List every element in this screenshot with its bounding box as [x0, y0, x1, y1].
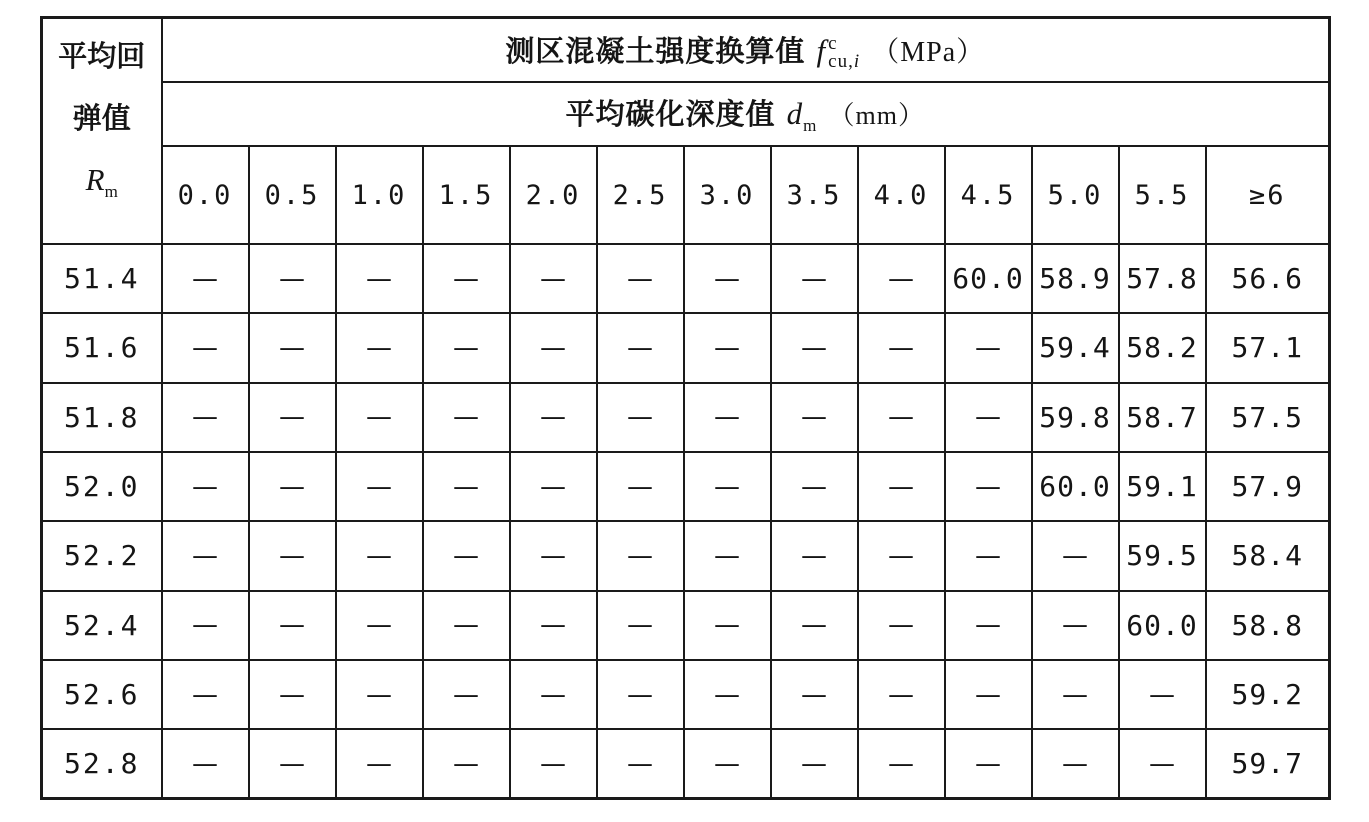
strength-value-cell: 59.1 — [1119, 452, 1206, 521]
column-header: 5.5 — [1119, 146, 1206, 244]
strength-value-cell: — — [684, 591, 771, 660]
subtitle-symbol — [786, 95, 818, 136]
subtitle-symbol-letter: d — [786, 95, 804, 131]
strength-value-cell: — — [771, 591, 858, 660]
subtitle-text: 平均碳化深度值 — [565, 96, 776, 131]
strength-value-cell: 57.9 — [1206, 452, 1330, 521]
strength-value-cell: — — [684, 729, 771, 798]
strength-value-cell: — — [249, 660, 336, 729]
strength-value-cell: — — [1032, 660, 1119, 729]
column-header: 0.0 — [162, 146, 249, 244]
table-subtitle — [162, 82, 1330, 146]
strength-value-cell: — — [684, 660, 771, 729]
strength-value-cell: — — [858, 591, 945, 660]
strength-value-cell: — — [1032, 591, 1119, 660]
strength-conversion-table — [40, 16, 1331, 800]
corner-label-line-2: 弹值 — [72, 101, 131, 135]
corner-symbol — [85, 162, 118, 202]
subtitle-unit: （mm） — [828, 100, 925, 130]
strength-value-cell: — — [858, 313, 945, 382]
strength-value-cell: — — [162, 244, 249, 313]
strength-value-cell: — — [336, 660, 423, 729]
strength-value-cell: — — [249, 383, 336, 452]
strength-value-cell: — — [423, 383, 510, 452]
rebound-value-cell: 51.4 — [42, 244, 162, 313]
strength-value-cell: 56.6 — [1206, 244, 1330, 313]
strength-value-cell: — — [510, 383, 597, 452]
strength-value-cell: — — [336, 383, 423, 452]
table-row — [42, 660, 1330, 729]
strength-value-cell: — — [423, 244, 510, 313]
strength-value-cell: — — [336, 591, 423, 660]
rebound-value-cell: 52.0 — [42, 452, 162, 521]
strength-value-cell: — — [510, 313, 597, 382]
corner-label-line-1: 平均回 — [58, 39, 146, 73]
strength-value-cell: — — [945, 660, 1032, 729]
strength-value-cell: — — [423, 313, 510, 382]
column-header: ≥6 — [1206, 146, 1330, 244]
strength-value-cell: — — [249, 729, 336, 798]
table-row — [42, 244, 1330, 313]
strength-value-cell: — — [945, 313, 1032, 382]
strength-value-cell: — — [423, 452, 510, 521]
title-symbol-letter: f — [816, 32, 827, 68]
strength-value-cell: — — [684, 313, 771, 382]
strength-value-cell: — — [423, 591, 510, 660]
strength-value-cell: — — [597, 591, 684, 660]
column-header: 5.0 — [1032, 146, 1119, 244]
strength-value-cell: — — [945, 521, 1032, 590]
corner-symbol-letter: R — [85, 162, 105, 197]
table-body — [42, 244, 1330, 799]
column-header: 3.0 — [684, 146, 771, 244]
strength-value-cell: — — [249, 521, 336, 590]
strength-value-cell: 58.2 — [1119, 313, 1206, 382]
strength-value-cell: 57.8 — [1119, 244, 1206, 313]
rebound-value-cell: 52.4 — [42, 591, 162, 660]
strength-value-cell: — — [1119, 729, 1206, 798]
table-row — [42, 452, 1330, 521]
strength-value-cell: 58.8 — [1206, 591, 1330, 660]
strength-value-cell: — — [510, 244, 597, 313]
strength-value-cell: — — [162, 521, 249, 590]
strength-value-cell: — — [597, 521, 684, 590]
strength-value-cell: — — [771, 660, 858, 729]
strength-value-cell: — — [162, 383, 249, 452]
strength-value-cell: — — [162, 729, 249, 798]
strength-value-cell: 58.9 — [1032, 244, 1119, 313]
strength-value-cell: — — [336, 244, 423, 313]
strength-value-cell: — — [597, 244, 684, 313]
strength-value-cell: — — [771, 452, 858, 521]
column-header: 2.5 — [597, 146, 684, 244]
strength-value-cell: — — [771, 729, 858, 798]
strength-value-cell: — — [684, 452, 771, 521]
strength-value-cell: — — [1119, 660, 1206, 729]
strength-value-cell: — — [945, 452, 1032, 521]
strength-value-cell: — — [423, 729, 510, 798]
strength-value-cell: — — [162, 591, 249, 660]
corner-header-rebound-value — [42, 18, 162, 245]
strength-value-cell: 60.0 — [1032, 452, 1119, 521]
strength-value-cell: 59.5 — [1119, 521, 1206, 590]
column-header: 4.0 — [858, 146, 945, 244]
strength-value-cell: — — [336, 729, 423, 798]
subtitle-symbol-subscript: m — [803, 116, 818, 136]
table-title — [162, 18, 1330, 83]
strength-value-cell: — — [597, 313, 684, 382]
title-symbol-sub-i: i — [853, 51, 861, 73]
column-header: 2.0 — [510, 146, 597, 244]
strength-value-cell: — — [162, 452, 249, 521]
rebound-value-cell: 51.6 — [42, 313, 162, 382]
strength-value-cell: — — [510, 660, 597, 729]
strength-value-cell: — — [162, 660, 249, 729]
strength-value-cell: — — [336, 521, 423, 590]
strength-value-cell: 59.7 — [1206, 729, 1330, 798]
strength-value-cell: — — [684, 521, 771, 590]
title-symbol — [816, 32, 861, 73]
strength-value-cell: 60.0 — [1119, 591, 1206, 660]
strength-value-cell: — — [771, 313, 858, 382]
strength-value-cell: — — [684, 383, 771, 452]
title-text: 测区混凝土强度换算值 — [505, 33, 806, 68]
rebound-value-cell: 52.2 — [42, 521, 162, 590]
strength-value-cell: — — [423, 521, 510, 590]
title-unit: （MPa） — [871, 36, 986, 68]
column-header: 1.5 — [423, 146, 510, 244]
column-header-row — [42, 146, 1330, 244]
strength-value-cell: — — [510, 729, 597, 798]
strength-value-cell: — — [249, 244, 336, 313]
column-header: 0.5 — [249, 146, 336, 244]
strength-value-cell: 59.2 — [1206, 660, 1330, 729]
strength-value-cell: — — [771, 383, 858, 452]
rebound-value-cell: 52.6 — [42, 660, 162, 729]
strength-value-cell: — — [597, 452, 684, 521]
title-symbol-sub: cu, — [828, 51, 854, 73]
column-header: 4.5 — [945, 146, 1032, 244]
strength-value-cell: — — [1032, 521, 1119, 590]
rebound-value-cell: 52.8 — [42, 729, 162, 798]
table-row — [42, 521, 1330, 590]
strength-value-cell: — — [858, 660, 945, 729]
strength-value-cell: 58.7 — [1119, 383, 1206, 452]
strength-value-cell: 59.4 — [1032, 313, 1119, 382]
strength-value-cell: — — [945, 591, 1032, 660]
table-row — [42, 591, 1330, 660]
strength-value-cell: — — [597, 660, 684, 729]
strength-value-cell: — — [771, 521, 858, 590]
column-header: 3.5 — [771, 146, 858, 244]
strength-value-cell: — — [858, 452, 945, 521]
strength-value-cell: — — [510, 452, 597, 521]
strength-value-cell: — — [510, 521, 597, 590]
strength-value-cell: 60.0 — [945, 244, 1032, 313]
strength-value-cell: — — [249, 452, 336, 521]
strength-value-cell: — — [858, 521, 945, 590]
strength-value-cell: — — [771, 244, 858, 313]
strength-value-cell: — — [162, 313, 249, 382]
strength-value-cell: 57.1 — [1206, 313, 1330, 382]
column-header: 1.0 — [336, 146, 423, 244]
table-row — [42, 383, 1330, 452]
strength-value-cell: — — [858, 383, 945, 452]
strength-value-cell: — — [597, 383, 684, 452]
strength-value-cell: — — [1032, 729, 1119, 798]
rebound-value-cell: 51.8 — [42, 383, 162, 452]
strength-value-cell: — — [249, 313, 336, 382]
corner-symbol-subscript: m — [104, 182, 118, 202]
strength-value-cell: — — [249, 591, 336, 660]
strength-value-cell: — — [597, 729, 684, 798]
strength-value-cell: 57.5 — [1206, 383, 1330, 452]
strength-value-cell: — — [684, 244, 771, 313]
strength-value-cell: 59.8 — [1032, 383, 1119, 452]
strength-value-cell: — — [858, 244, 945, 313]
strength-value-cell: — — [336, 452, 423, 521]
title-symbol-sup: c — [828, 33, 838, 55]
strength-value-cell: — — [945, 729, 1032, 798]
strength-value-cell: — — [510, 591, 597, 660]
strength-value-cell: — — [945, 383, 1032, 452]
strength-value-cell: — — [858, 729, 945, 798]
table-row — [42, 313, 1330, 382]
strength-value-cell: 58.4 — [1206, 521, 1330, 590]
table-row — [42, 729, 1330, 798]
strength-value-cell: — — [336, 313, 423, 382]
strength-value-cell: — — [423, 660, 510, 729]
